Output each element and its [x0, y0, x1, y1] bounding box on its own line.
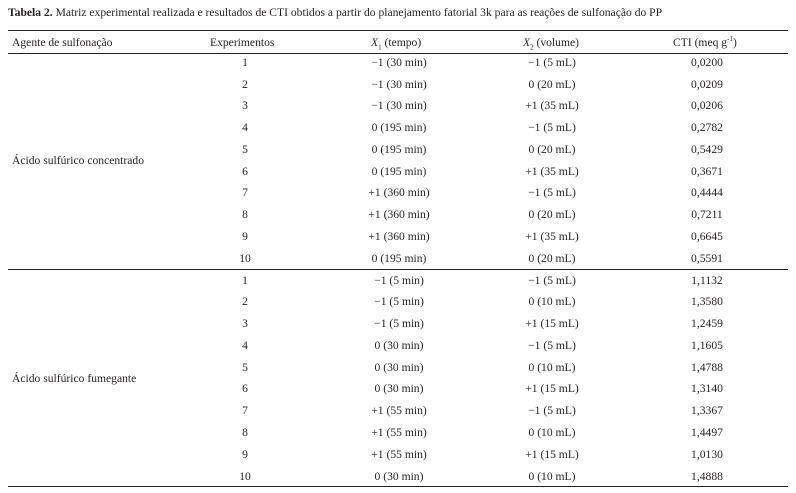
group-agent-concentrado: Ácido sulfúrico concentrado: [12, 154, 144, 167]
top-rule: [8, 30, 788, 31]
table-cell-x2: 0 (20 mL): [528, 252, 576, 265]
header-cti: [673, 36, 737, 50]
table-cell-x1: 0 (30 min): [374, 339, 424, 352]
table-cell-x2: +1 (35 mL): [525, 165, 579, 178]
table-cell-x1: 0 (195 min): [371, 121, 427, 134]
table-cell-x1: +1 (55 min): [371, 426, 427, 439]
table-cell-x1: 0 (30 min): [374, 470, 424, 483]
table-cell-x1: −1 (5 min): [374, 274, 424, 287]
table-cell-x2: +1 (35 mL): [525, 99, 579, 112]
table-cell-cti: 0,5429: [691, 143, 723, 156]
header-agent: Agente de sulfonação: [12, 36, 113, 49]
table-cell-cti: 0,7211: [691, 208, 723, 221]
table-cell-cti: 1,2459: [691, 317, 723, 330]
table-cell-x1: −1 (5 min): [374, 317, 424, 330]
table-cell-x2: 0 (20 mL): [528, 143, 576, 156]
table-cell-x1: 0 (30 min): [374, 382, 424, 395]
table-cell-x2: −1 (5 mL): [528, 274, 576, 287]
table-cell-x2: +1 (15 mL): [525, 317, 579, 330]
table-cell-cti: 0,4444: [691, 186, 723, 199]
table-cell-x2: 0 (10 mL): [528, 361, 576, 374]
table-cell-exp: 8: [242, 426, 248, 439]
table-caption-text: Matriz experimental realizada e resultados de CTI obtidos a partir do planejamento fatorial 3k para as reações de sulfonação do PP: [52, 6, 663, 19]
table-cell-exp: 7: [242, 186, 248, 199]
table-cell-x1: 0 (30 min): [374, 361, 424, 374]
table-cell-cti: 1,3580: [691, 295, 723, 308]
table-cell-x2: +1 (15 mL): [525, 382, 579, 395]
table-cell-x2: 0 (10 mL): [528, 295, 576, 308]
table-cell-cti: 0,6645: [691, 230, 723, 243]
bottom-rule: [8, 486, 788, 487]
table-cell-cti: 0,0200: [691, 56, 723, 69]
table-cell-x2: −1 (5 mL): [528, 121, 576, 134]
header-cti-close: ): [732, 36, 737, 49]
table-cell-cti: 1,4497: [691, 426, 723, 439]
header-x1-sub: 1: [378, 43, 382, 52]
table-cell-x1: +1 (360 min): [368, 186, 430, 199]
table-cell-x2: 0 (20 mL): [528, 78, 576, 91]
table-cell-x1: 0 (195 min): [371, 165, 427, 178]
header-x1-label: (tempo): [381, 36, 422, 49]
header-x2-sub: 2: [530, 43, 534, 52]
table-caption: [8, 6, 790, 20]
header-cti-sup: -1: [727, 35, 733, 44]
table-cell-x2: −1 (5 mL): [528, 404, 576, 417]
table-cell-exp: 6: [242, 165, 248, 178]
header-x2-var: X: [523, 36, 531, 49]
table-cell-x1: +1 (55 min): [371, 448, 427, 461]
table-cell-x1: +1 (360 min): [368, 230, 430, 243]
table-cell-x2: −1 (5 mL): [528, 339, 576, 352]
table-cell-x2: 0 (10 mL): [528, 426, 576, 439]
table-cell-exp: 1: [242, 274, 248, 287]
table-cell-exp: 3: [242, 317, 248, 330]
table-cell-cti: 1,3367: [691, 404, 723, 417]
table-cell-cti: 1,0130: [691, 448, 723, 461]
header-x1-var: X: [371, 36, 379, 49]
table-cell-x1: 0 (195 min): [371, 252, 427, 265]
table-cell-exp: 4: [242, 121, 248, 134]
table-cell-x1: +1 (360 min): [368, 208, 430, 221]
header-x1: [371, 36, 421, 50]
table-cell-exp: 5: [242, 361, 248, 374]
table-cell-x2: −1 (5 mL): [528, 186, 576, 199]
table-cell-x2: +1 (35 mL): [525, 230, 579, 243]
group-divider-rule: [8, 269, 788, 270]
table-cell-exp: 8: [242, 208, 248, 221]
header-x2: [523, 36, 579, 50]
table-cell-x2: −1 (5 mL): [528, 56, 576, 69]
table-cell-exp: 5: [242, 143, 248, 156]
table-cell-x1: −1 (30 min): [371, 99, 427, 112]
table-cell-exp: 10: [239, 252, 251, 265]
table-cell-cti: 0,5591: [691, 252, 723, 265]
table-cell-exp: 9: [242, 448, 248, 461]
group-agent-fumegante: Ácido sulfúrico fumegante: [12, 372, 137, 385]
table-cell-cti: 0,3671: [691, 165, 723, 178]
table-cell-x1: −1 (30 min): [371, 78, 427, 91]
table-cell-cti: 1,4888: [691, 470, 723, 483]
header-x2-label: (volume): [533, 36, 579, 49]
table-cell-cti: 1,4788: [691, 361, 723, 374]
table-cell-x1: 0 (195 min): [371, 143, 427, 156]
table-cell-exp: 4: [242, 339, 248, 352]
table-cell-x1: +1 (55 min): [371, 404, 427, 417]
table-cell-x2: +1 (15 mL): [525, 448, 579, 461]
table-cell-cti: 0,0206: [691, 99, 723, 112]
table-cell-cti: 0,0209: [691, 78, 723, 91]
table-caption-label: Tabela 2.: [8, 6, 53, 19]
table-cell-cti: 0,2782: [691, 121, 723, 134]
table-cell-cti: 1,1605: [691, 339, 723, 352]
table-cell-exp: 2: [242, 295, 248, 308]
table-cell-cti: 1,3140: [691, 382, 723, 395]
table-cell-x2: 0 (10 mL): [528, 470, 576, 483]
header-cti-label: CTI (meq g: [673, 36, 728, 49]
table-cell-exp: 2: [242, 78, 248, 91]
table-cell-exp: 3: [242, 99, 248, 112]
header-rule: [8, 53, 788, 54]
table-cell-exp: 6: [242, 382, 248, 395]
table-cell-x1: −1 (5 min): [374, 295, 424, 308]
table-cell-exp: 1: [242, 56, 248, 69]
table-cell-exp: 9: [242, 230, 248, 243]
table-cell-x2: 0 (20 mL): [528, 208, 576, 221]
header-experiments: Experimentos: [210, 36, 275, 49]
table-cell-exp: 10: [239, 470, 251, 483]
table-cell-x1: −1 (30 min): [371, 56, 427, 69]
table-cell-exp: 7: [242, 404, 248, 417]
table-cell-cti: 1,1132: [691, 274, 723, 287]
